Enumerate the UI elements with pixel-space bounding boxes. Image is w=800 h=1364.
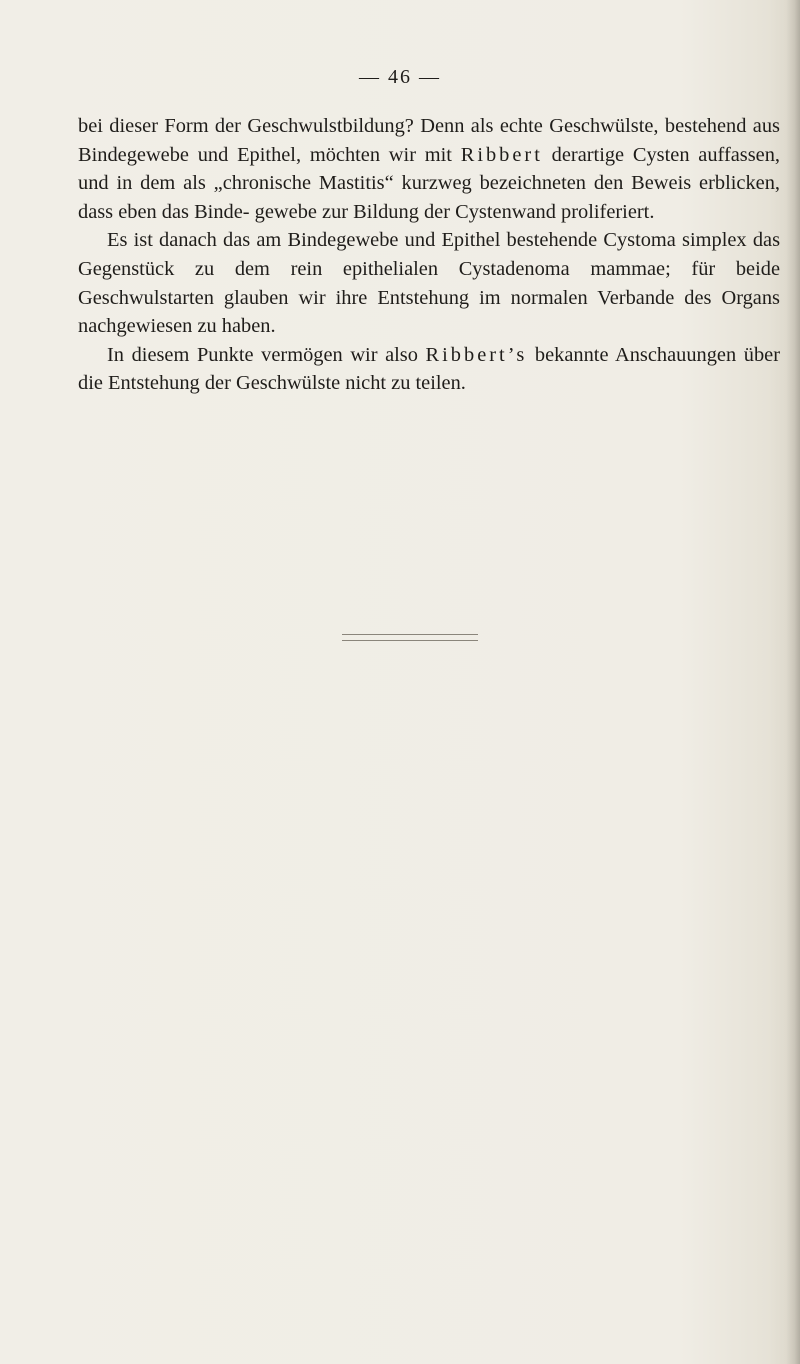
paragraph-2-text: Es ist danach das am Bindegewebe und Epithel bestehende Cystoma simplex das Gegenstück zu dem rein epithelialen Cystadenoma mammae; für beide Geschwulstarten glauben wir ihre Entstehung im normalen Verbande des Organs nachgewiesen zu haben. bbox=[78, 229, 780, 338]
paragraph-2 bbox=[78, 226, 780, 340]
body-text bbox=[78, 112, 780, 398]
page-number: — 46 — bbox=[359, 66, 441, 88]
paragraph-3 bbox=[78, 341, 780, 398]
section-end-rule bbox=[0, 634, 800, 641]
paragraph-3-text-b: bekannte Anschauungen über die Entstehung der Geschwülste nicht zu teilen. bbox=[78, 343, 780, 395]
author-name-ribbert: Ribbert bbox=[460, 143, 543, 166]
paragraph-3-text-a: In diesem Punkte vermögen wir also bbox=[107, 343, 426, 366]
paragraph-1-text-a: bei dieser Form der Geschwulstbildung? Denn als echte Geschwülste, bestehend aus Bindegewebe und Epithel, möchten wir mit bbox=[78, 115, 780, 166]
paragraph-1 bbox=[78, 112, 780, 226]
author-name-ribberts: Ribbert’s bbox=[425, 343, 528, 366]
double-rule-line bbox=[342, 634, 478, 641]
paragraph-1-text-b: derartige Cysten auffassen, und in dem als „chronische Mastitis“ kurzweg bezeichneten den Beweis erblicken, dass eben das Binde- gewebe zur Bildung der Cystenwand proliferiert. bbox=[78, 143, 780, 223]
page-edge-shadow bbox=[786, 0, 800, 1364]
